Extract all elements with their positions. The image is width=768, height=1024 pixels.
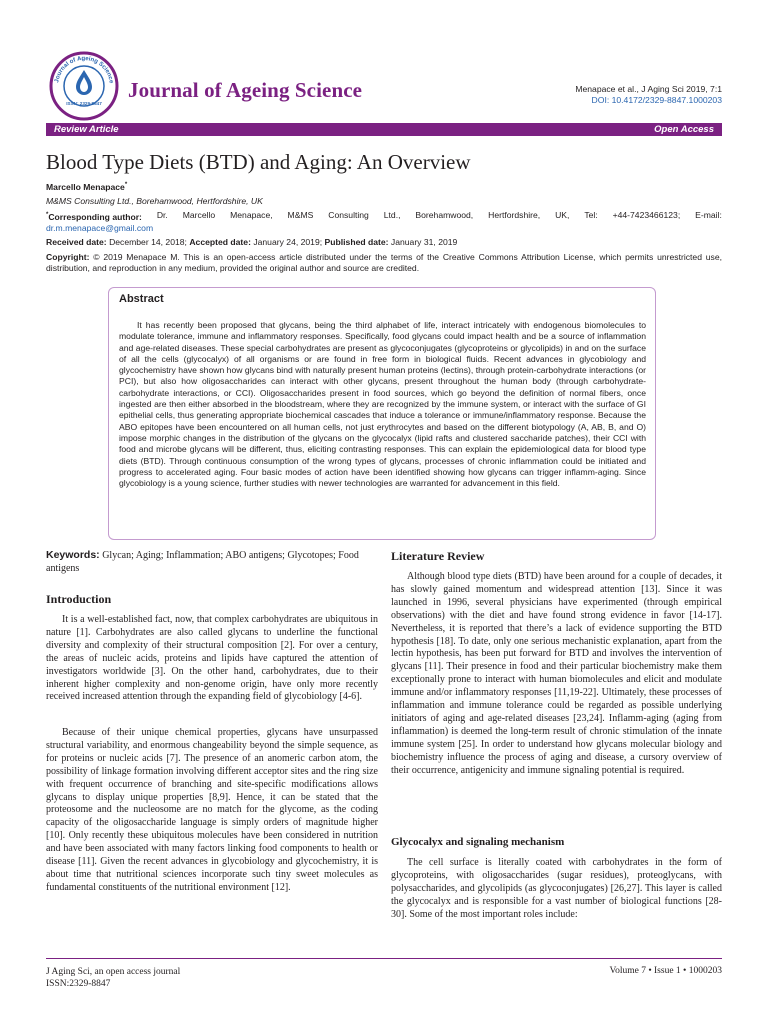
copyright-text: © 2019 Menapace M. This is an open-access article distributed under the terms of the Creative Commons Attribution License, which permits unrestricted use, distribution, and reproduction in any medium, provided the original author and source are credited. bbox=[46, 252, 723, 273]
keywords-text: Glycan; Aging; Inflammation; ABO antigens; Glycotopes; Food antigens bbox=[46, 550, 359, 574]
corr-word: Dr. bbox=[156, 210, 168, 220]
accepted-date: January 24, 2019; bbox=[253, 237, 323, 247]
author-affiliation: M&MS Consulting Ltd., Borehamwood, Hertfordshire, UK bbox=[46, 196, 263, 206]
corresponding-label-wrap bbox=[46, 210, 142, 223]
paragraph-text: Although blood type diets (BTD) have been around for a couple of decades, it has slowly gained momentum and widespread attention [13]. Since it was launched in 1996, several physicians have experimented (through empirical observations) with the diet and have found strong evidence in favor [14-17]. Nevertheless, it is reported that there’s a lack of evidence supporting the BTD hypothesis [18]. To date, only one serious mechanistic explanation, apart from the lectin hypothesis, has been put forward for BTD and involves the intervention of glycans [11]. Their presence in food and their particular biochemistry make them exceptionally prone to interact with human biomolecules and elicit and modulate immune and/or inflammatory responses [11,19-22]. Ultimately, these processes of inflammation and immune tolerance could be regarded as possible underlying initiators of aging and age-related diseases [23,24]. Inflamm-aging (aging from inflammation) is deemed the long-term result of chronic stimulation of the innate immune system [25]. In order to understand how glycans molecular biology and biochemistry influence the process of aging and disease, a cursory overview of their occurrence, antigenicity and immune signaling potential is required. bbox=[391, 571, 722, 776]
author-sup: * bbox=[124, 182, 128, 188]
received-date: December 14, 2018; bbox=[109, 237, 187, 247]
keywords-label: Keywords: bbox=[46, 549, 100, 561]
introduction-heading: Introduction bbox=[46, 592, 112, 606]
corr-word: Menapace, bbox=[230, 210, 273, 220]
footer-journal: J Aging Sci, an open access journal bbox=[46, 967, 181, 977]
introduction-paragraph-2 bbox=[46, 727, 378, 895]
corresponding-author-line bbox=[46, 210, 722, 223]
corr-word: Borehamwood, bbox=[415, 210, 474, 220]
journal-logo bbox=[48, 50, 120, 122]
paragraph-text: The cell surface is literally coated with carbohydrates in the form of glycoproteins, with oligosaccharides (sugar residues), proteoglycans, with polysaccharides, and glycolipids (as glycoconjugates) [26,27]. This layer is called the glycocalyx and is responsible for a vast number of biological functions [28-30]. Some of the most important roles include: bbox=[391, 857, 722, 920]
literature-review-paragraph bbox=[391, 571, 722, 778]
abstract-text: It has recently been proposed that glycans, being the third alphabet of life, interact intricately with endogenous biomolecules to modulate tolerance, immune and inflammatory responses. Specifically, food glycans could impact health and be a source of inflammation and age-related diseases. These special carbohydrates are present as glycoconjugates (glycoproteins or glycolipids) in and on the surface of all the cells (glycocalyx) of all organisms or are found in free form in biological fluids. Recent advances in glycobiology and glycochemistry have shown how glycans bind with naturally present human proteins (lectins), through protein-carbohydrate interactions (or PCI), but also how oligosaccharides can interact with other glycans, present throughout the human body (through carbohydrate-carbohydrate interactions, or CCI). Oligosaccharides present in food sources, which go beyond the definition of normal fibers, once ingested are then either absorbed in the bloodstream, where they are recognized by the immune system, or interact with the surface of GI epithelial cells, thus generating appropriate biochemical cascades that induce a tolerance or immune/inflammatory response. Because the ABO epitopes have been encountered on all human cells, not just erythrocytes and based on the different biotypology (A, AB, B, and O) impose morphic changes in the distribution of the glycans on the glycocalyx (lipid rafts and clustered saccharide patches), their CCI with food and microbe glycans will be different, thus, eliciting contrasting responses. This can explain the epidemiological data for blood type diets (BTD). Through continuous consumption of the wrong types of glycans, processes of chronic inflammation could be initiated and progress to accelerated aging. Four basic modes of action have been identified showing how glycans can trigger inflamm-aging. Since glycobiology is a young science, further studies with newer technologies are warranted for advancement in this field. bbox=[119, 320, 646, 489]
corr-word: M&MS bbox=[287, 210, 314, 220]
published-date: January 31, 2019 bbox=[390, 237, 458, 247]
corr-word: Tel: bbox=[584, 210, 598, 220]
abstract-box bbox=[108, 287, 656, 540]
corr-word: +44-7423466123; bbox=[612, 210, 681, 220]
corr-word: E-mail: bbox=[695, 210, 722, 220]
corr-word: UK, bbox=[555, 210, 570, 220]
author-name-text: Marcello Menapace bbox=[46, 181, 125, 192]
corr-sup: * bbox=[46, 212, 49, 218]
corresponding-author bbox=[46, 210, 722, 234]
footer-journal-info bbox=[46, 966, 180, 990]
corr-word: Ltd., bbox=[383, 210, 401, 220]
corresponding-label: Corresponding author: bbox=[48, 211, 142, 222]
footer-divider bbox=[46, 958, 722, 959]
doi-link[interactable]: DOI: 10.4172/2329-8847.1000203 bbox=[591, 94, 722, 105]
introduction-paragraph-1 bbox=[46, 614, 378, 704]
article-type-bar bbox=[46, 123, 722, 136]
copyright-notice bbox=[46, 252, 722, 274]
open-access-label: Open Access bbox=[654, 124, 714, 135]
published-label: Published date: bbox=[324, 237, 389, 247]
author-name bbox=[46, 180, 127, 193]
corr-word: Marcello bbox=[182, 210, 216, 220]
logo-emblem-icon bbox=[48, 50, 120, 122]
received-label: Received date: bbox=[46, 237, 107, 247]
accepted-label: Accepted date: bbox=[189, 237, 251, 247]
paragraph-text: Because of their unique chemical properties, glycans have unsurpassed structural variability, and enormous changeability beyond the simple sequence, as for proteins or nucleic acids [7]. The presence of an anomeric carbon atom, the possibility of linkage formation involving different acceptor sites and the ring size with frequent occurrence of branching and site-specific modifications allows glycans to display unique properties [8,9]. Hence, it can be stated that the proteosome and the nucleosome are no match for the glycome, as the coding capacity of the oligosaccharide language is simply orders of magnitude higher [10]. Only recently these ubiquitous molecules have been considered in nutrition and have been associated with many factors linking food components to health or disease [11]. Given the recent advances in glycobiology and glycochemistry, it is about time that nutritional sciences incorporate such tiny sweet molecules as fundamental constituents of the nutritional environment [12]. bbox=[46, 727, 378, 893]
literature-review-heading: Literature Review bbox=[391, 549, 485, 563]
article-dates bbox=[46, 237, 457, 248]
glycocalyx-paragraph bbox=[391, 857, 722, 922]
article-type-label: Review Article bbox=[54, 124, 119, 135]
footer-volume: Volume 7 • Issue 1 • 1000203 bbox=[609, 966, 722, 976]
logo-issn: ISSN: 2329-8847 bbox=[66, 101, 102, 106]
glycocalyx-heading: Glycocalyx and signaling mechanism bbox=[391, 836, 565, 848]
keywords bbox=[46, 549, 378, 575]
citation-text: Menapace et al., J Aging Sci 2019, 7:1 bbox=[575, 84, 722, 94]
abstract-heading: Abstract bbox=[119, 293, 164, 305]
corr-word: Hertfordshire, bbox=[488, 210, 541, 220]
journal-name: Journal of Ageing Science bbox=[128, 78, 363, 102]
logo-ring-text: Journal of Ageing Science bbox=[54, 55, 114, 84]
paragraph-text: It is a well-established fact, now, that complex carbohydrates are ubiquitous in nature [1]. Carbohydrates are also called glycans to underline the functional diversity and complexity of their structural composition [2]. For over a century, the areas of nucleic acids, proteins and lipids have captured the attention of investigators worldwide [3]. On the other hand, carbohydrates, due to their inherent higher complexity and non-genome origin, have only more recently received increased attention through the expanding field of glycobiology [4-6]. bbox=[46, 614, 378, 703]
corr-word: Consulting bbox=[328, 210, 369, 220]
footer-issn: ISSN:2329-8847 bbox=[46, 979, 111, 989]
article-title: Blood Type Diets (BTD) and Aging: An Overview bbox=[46, 150, 471, 174]
article-citation bbox=[575, 84, 722, 105]
copyright-label: Copyright: bbox=[46, 252, 90, 262]
author-email-link[interactable]: dr.m.menapace@gmail.com bbox=[46, 222, 154, 233]
